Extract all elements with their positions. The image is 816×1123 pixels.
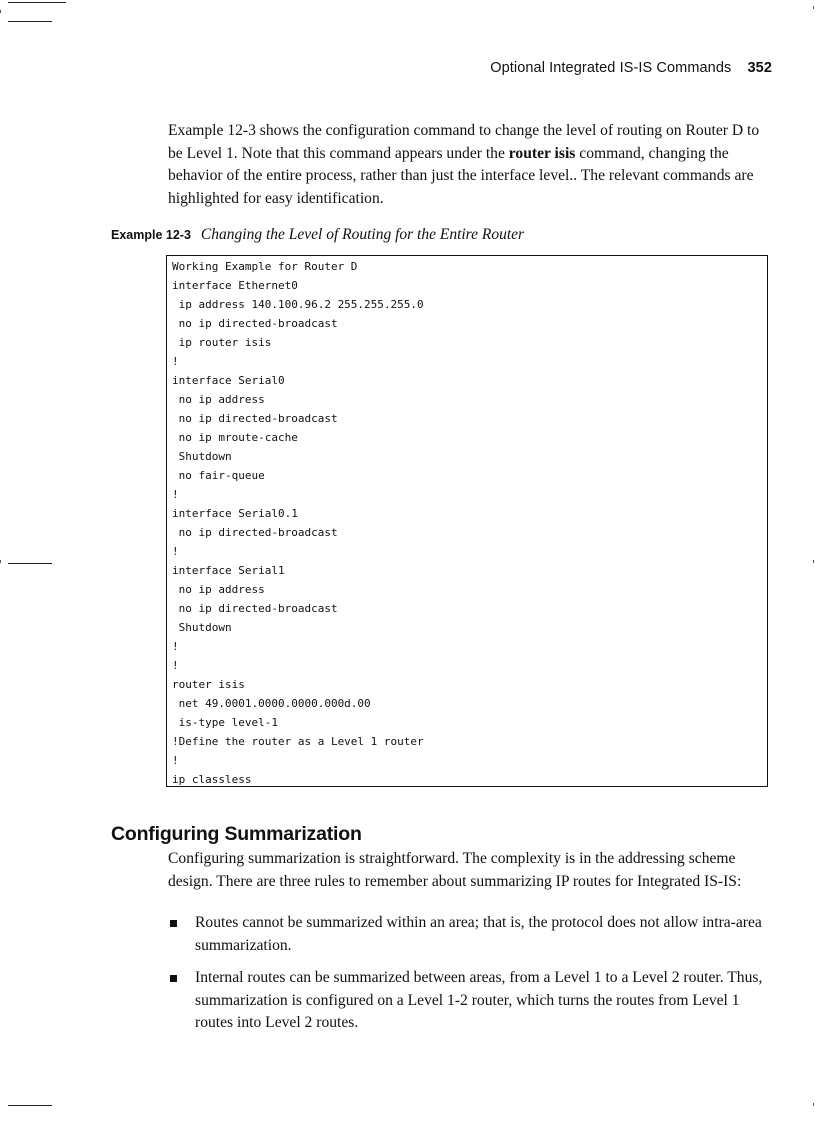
code-line: ! xyxy=(172,754,179,767)
intro-command-bold: router isis xyxy=(508,144,576,162)
running-head xyxy=(490,60,772,76)
code-line: interface Ethernet0 xyxy=(172,279,298,292)
code-line: Working Example for Router D xyxy=(172,260,358,273)
code-line: ! xyxy=(172,640,179,653)
code-line: ! xyxy=(172,488,179,501)
code-line: !Define the router as a Level 1 router xyxy=(172,735,424,748)
code-line: no ip address xyxy=(172,393,265,406)
code-line: no ip directed-broadcast xyxy=(172,317,338,330)
code-listing xyxy=(166,255,768,787)
code-line: no ip address xyxy=(172,583,265,596)
code-line: ! xyxy=(172,659,179,672)
code-line: no ip directed-broadcast xyxy=(172,412,338,425)
intro-text-part2: command, changing the behavior of the entire process, rather than just the interface level.. The relevant commands are highlighted for easy identification. xyxy=(168,144,754,207)
section-paragraph: Configuring summarization is straightforward. The complexity is in the addressing scheme design. There are three rules to remember about summarizing IP routes for Integrated IS-IS: xyxy=(168,850,742,890)
crop-tick-left-top xyxy=(0,10,1,13)
code-line: net 49.0001.0000.0000.000d.00 xyxy=(172,697,371,710)
list-item-text: Internal routes can be summarized between areas, from a Level 1 to a Level 2 router. Thus, summarization is configured on a Level 1-2 router, which turns the routes from Level 1 routes into Level 2 routes. xyxy=(195,969,763,1031)
intro-paragraph xyxy=(168,120,772,210)
code-line: ip address 140.100.96.2 255.255.255.0 xyxy=(172,298,424,311)
crop-tick-left-mid xyxy=(0,560,1,563)
code-line: router isis xyxy=(172,678,245,691)
bullet-square-icon xyxy=(170,975,177,982)
crop-mark-middle xyxy=(8,563,52,564)
example-caption xyxy=(111,226,524,244)
code-line: no ip mroute-cache xyxy=(172,431,298,444)
rules-list xyxy=(168,912,772,1035)
section-heading: Configuring Summarization xyxy=(111,823,362,845)
code-line: ip router isis xyxy=(172,336,272,349)
crop-mark-top-2 xyxy=(8,21,52,22)
bullet-square-icon xyxy=(170,920,177,927)
code-line: Shutdown xyxy=(172,450,232,463)
code-line: is-type level-1 xyxy=(172,716,278,729)
crop-mark-top-1 xyxy=(8,2,66,3)
crop-mark-bottom xyxy=(8,1105,52,1106)
page-number: 352 xyxy=(747,60,772,76)
code-line: Shutdown xyxy=(172,621,232,634)
code-line: interface Serial0 xyxy=(172,374,285,387)
code-line: no ip directed-broadcast xyxy=(172,526,338,539)
example-title: Changing the Level of Routing for the Entire Router xyxy=(200,226,525,243)
intro-text-part1: Example 12-3 shows the configuration command to change the level of routing on Router D to be Level 1. Note that this command appears under the xyxy=(168,122,760,162)
code-line: ! xyxy=(172,355,179,368)
code-line: ! xyxy=(172,545,179,558)
list-item-text: Routes cannot be summarized within an area; that is, the protocol does not allow intra-area summarization. xyxy=(195,914,762,954)
code-line: interface Serial0.1 xyxy=(172,507,298,520)
example-label: Example 12-3 xyxy=(111,228,191,242)
crop-tick-right-bottom xyxy=(813,1103,814,1106)
code-line: no ip directed-broadcast xyxy=(172,602,338,615)
code-line: interface Serial1 xyxy=(172,564,285,577)
crop-tick-right-mid xyxy=(813,560,814,563)
list-item xyxy=(168,912,772,957)
code-line: ip classless xyxy=(172,773,252,786)
list-item xyxy=(168,967,772,1035)
crop-tick-right-top xyxy=(813,6,814,9)
running-title: Optional Integrated IS-IS Commands xyxy=(490,60,732,76)
code-line: no fair-queue xyxy=(172,469,265,482)
